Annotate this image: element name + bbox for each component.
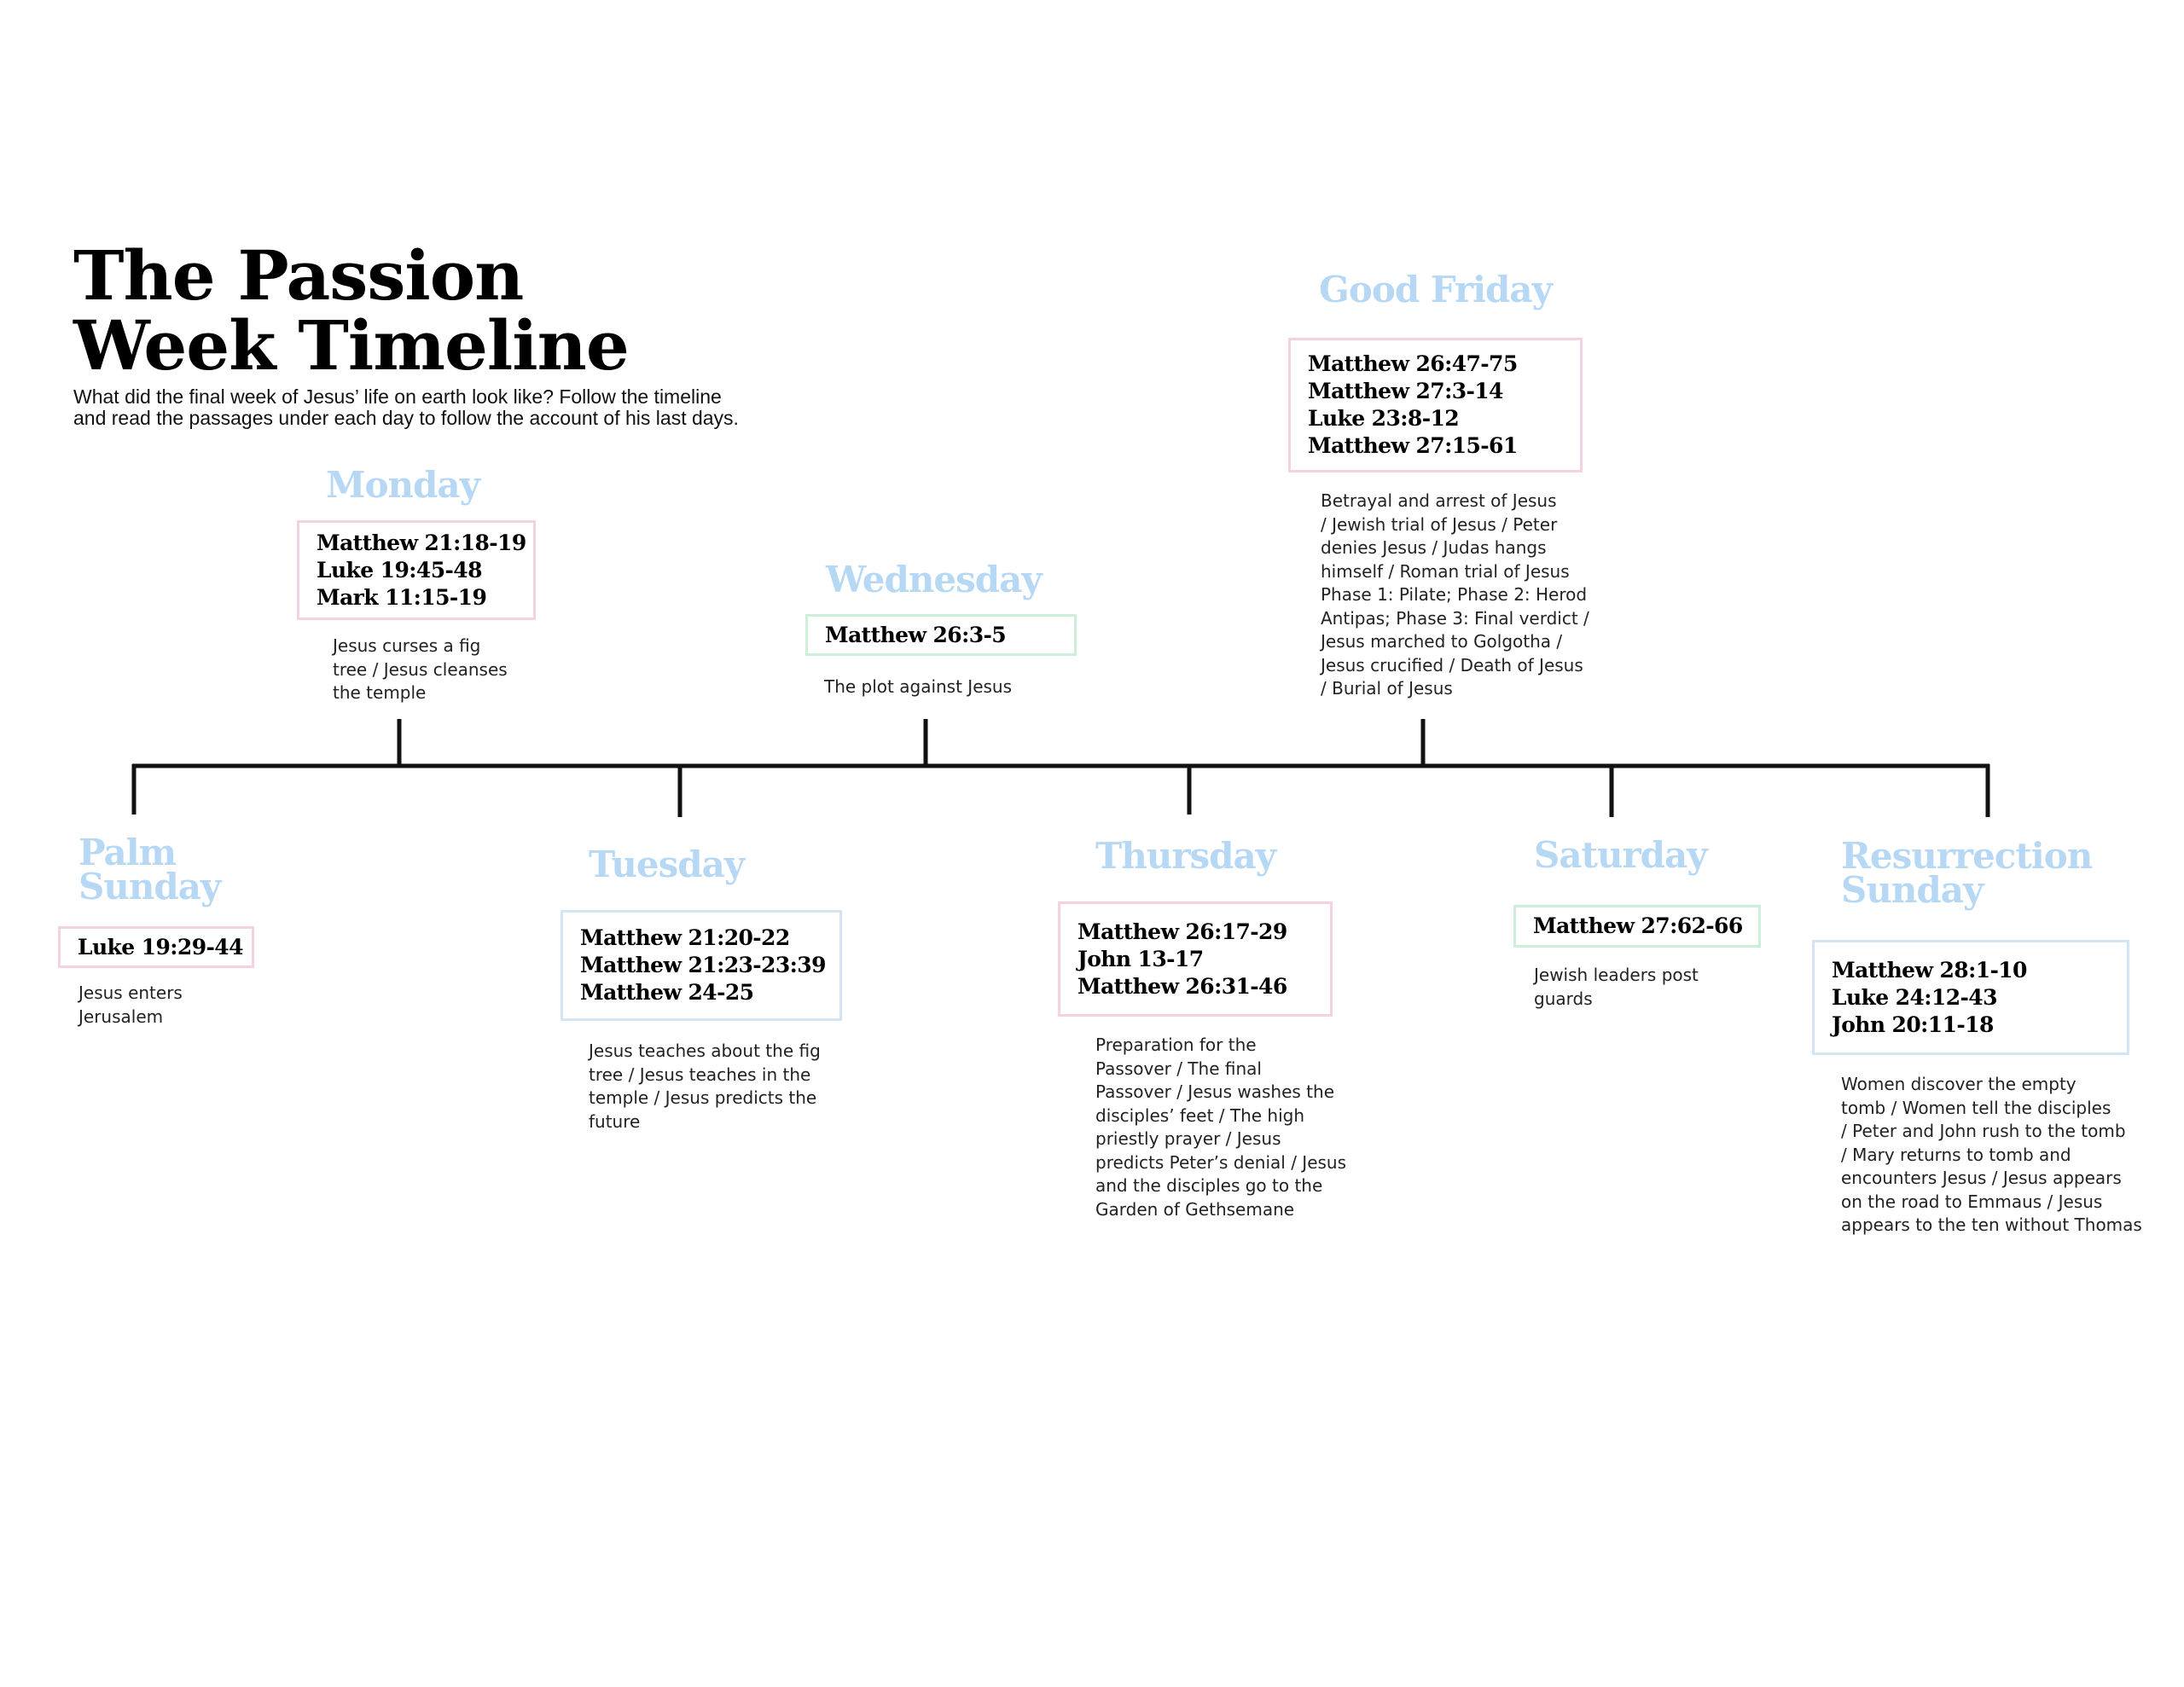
day-heading-saturday: Saturday [1534, 834, 1707, 876]
passage-box-tuesday [561, 910, 842, 1021]
events-thursday: Preparation for the Passover / The final Passover / Jesus washes the disciples’ feet / The high priestly prayer / Jesus predicts Peter’s denial / Jesus and the disciples go to the Garden of Gethsemane [1095, 1035, 1347, 1220]
page-title: The Passion Week Timeline [73, 235, 629, 386]
day-heading-good-friday: Good Friday [1319, 269, 1553, 310]
day-heading-tuesday: Tuesday [589, 844, 745, 885]
events-wednesday: The plot against Jesus [824, 676, 1013, 697]
passage-box-wednesday [805, 614, 1077, 656]
page-subtitle: What did the final week of Jesus’ life on earth look like? Follow the timeline and read the passages under each day to follow the account of his last days. [73, 386, 739, 429]
passage-reference: Matthew 21:23-23:39 [580, 953, 826, 977]
passage-box-monday [297, 520, 536, 620]
passage-reference: Matthew 26:3-5 [825, 622, 1007, 647]
passage-box-good-friday [1288, 338, 1583, 472]
events-palm-sunday: Jesus enters Jerusalem [78, 983, 183, 1027]
events-tuesday: Jesus teaches about the fig tree / Jesus teaches in the temple / Jesus predicts the future [589, 1041, 821, 1132]
passage-box-palm-sunday [58, 926, 254, 968]
passage-box-thursday [1058, 901, 1333, 1017]
day-heading-resurrection-sunday: Resurrection Sunday [1841, 835, 2093, 911]
day-heading-thursday: Thursday [1095, 835, 1276, 877]
passage-reference: Matthew 21:18-19 [317, 530, 526, 555]
passage-reference: Matthew 27:3-14 [1308, 379, 1503, 403]
passage-reference: Matthew 26:47-75 [1308, 351, 1518, 376]
passage-reference: Matthew 24-25 [580, 980, 754, 1005]
passage-reference: John 20:11-18 [1832, 1012, 1994, 1037]
passage-box-resurrection-sunday [1812, 940, 2129, 1055]
passage-reference: Matthew 26:17-29 [1077, 919, 1287, 944]
passage-reference: Luke 19:29-44 [78, 934, 243, 959]
passage-reference: Matthew 21:20-22 [580, 925, 790, 950]
passage-reference: Matthew 27:62-66 [1533, 913, 1743, 938]
events-resurrection-sunday: Women discover the empty tomb / Women tell the disciples / Peter and John rush to the tomb / Mary returns to tomb and encounters Jesus / Jesus appears on the road to Emmaus / Jesus appears to the ten without Thomas [1841, 1074, 2142, 1235]
passage-reference: Matthew 28:1-10 [1832, 957, 2027, 983]
passage-reference: Luke 24:12-43 [1832, 984, 1997, 1010]
day-heading-wednesday: Wednesday [826, 559, 1042, 600]
passage-reference: Luke 19:45-48 [317, 557, 482, 583]
passage-reference: Matthew 26:31-46 [1077, 973, 1287, 999]
passage-reference: Mark 11:15-19 [317, 584, 487, 610]
events-good-friday: Betrayal and arrest of Jesus / Jewish trial of Jesus / Peter denies Jesus / Judas hangs himself / Roman trial of Jesus Phase 1: Pilate; Phase 2: Herod Antipas; Phase 3: Final verdict / Jesus marched to Golgotha / Jesus crucified / Death of Jesus / Burial of Jesus [1321, 490, 1589, 699]
events-monday: Jesus curses a fig tree / Jesus cleanses the temple [333, 635, 508, 703]
passage-reference: Matthew 27:15-61 [1308, 433, 1518, 458]
day-heading-palm-sunday: Palm Sunday [78, 832, 221, 907]
events-saturday: Jewish leaders post guards [1534, 965, 1699, 1009]
passage-reference: John 13-17 [1077, 946, 1204, 971]
passage-reference: Luke 23:8-12 [1308, 406, 1460, 431]
day-heading-monday: Monday [326, 464, 480, 506]
passage-box-saturday [1513, 905, 1761, 948]
